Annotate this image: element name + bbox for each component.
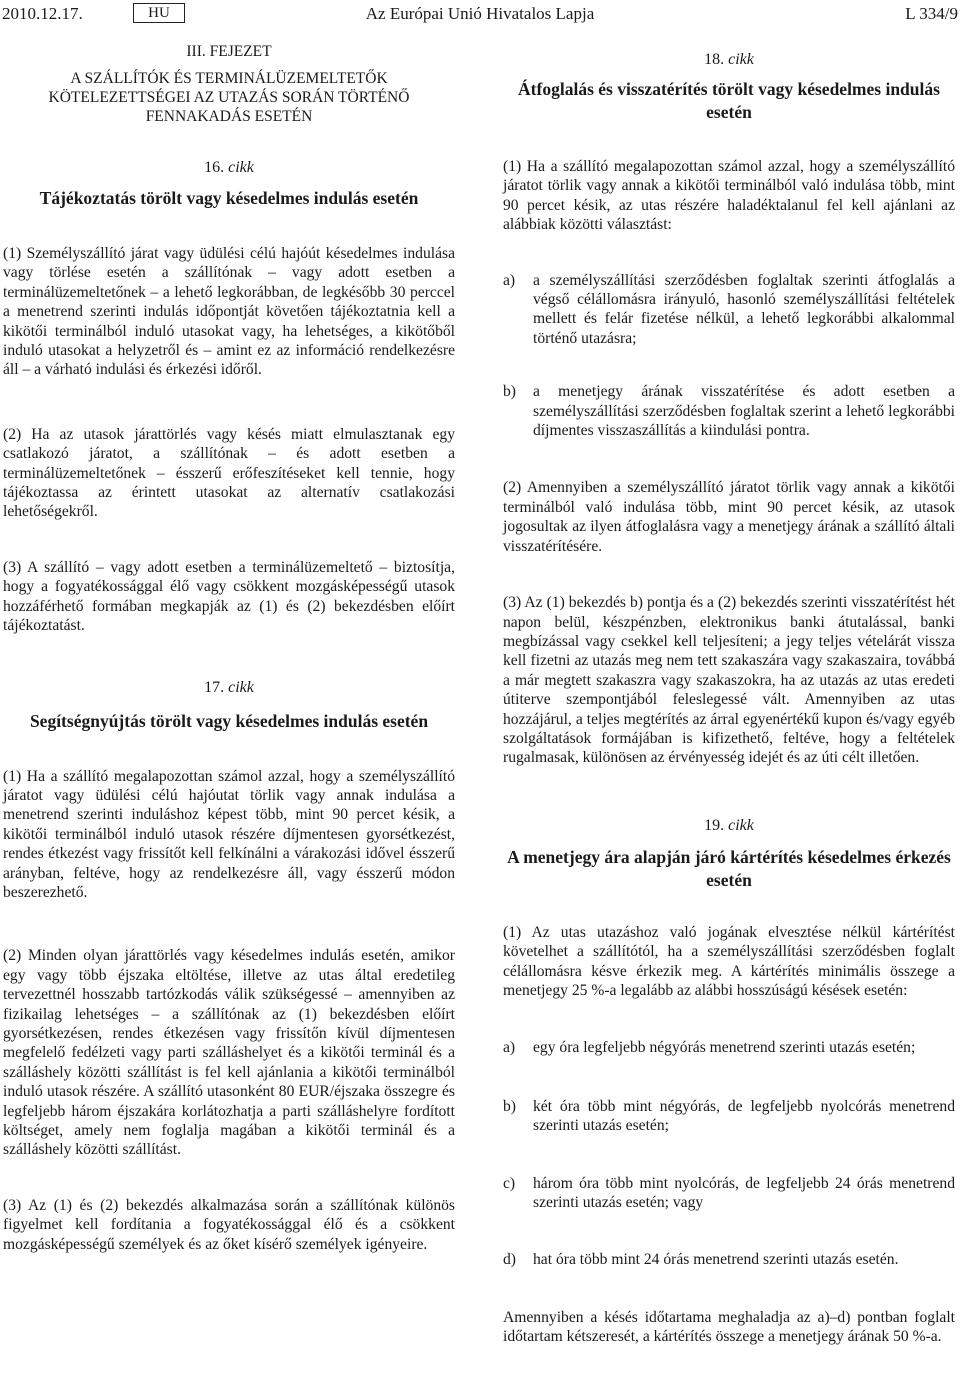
list-item-text: hat óra több mint 24 órás menetrend szerinti utazás esetén. bbox=[533, 1251, 899, 1269]
article-18-item-a bbox=[503, 271, 955, 349]
chapter-number: III. FEJEZET bbox=[186, 43, 272, 60]
journal-title: Az Európai Unió Hivatalos Lapja bbox=[365, 4, 595, 23]
chapter-title-line-2: KÖTELEZETTSÉGEI AZ UTAZÁS SORÁN TÖRTÉNŐ bbox=[48, 89, 410, 106]
list-marker: b) bbox=[503, 383, 516, 401]
list-marker: a) bbox=[503, 271, 516, 289]
language-badge: HU bbox=[133, 3, 185, 23]
article-16-paragraph-2: (2) Ha az utasok járattörlés vagy késés miatt elmulasztanak egy csatlakozó járatot, a szállítónak – és adott esetben a terminálüzemeltetőnek – ésszerű erőfeszítéseket kell tennie, hogy tájékoztassa az érintett utasokat az alternatív csatlakozási lehetőségekről. bbox=[3, 425, 455, 521]
chapter-title-line-3: FENNAKADÁS ESETÉN bbox=[145, 108, 313, 125]
list-marker: b) bbox=[503, 1097, 516, 1115]
article-word: cikk bbox=[728, 51, 754, 68]
article-17-paragraph-3: (3) Az (1) és (2) bekezdés alkalmazása során a szállítónak különös figyelmet kell fordítania a fogyatékossággal élő és a csökkent mozgásképességű személyek és az őket kísérő személyek igényeire. bbox=[3, 1196, 455, 1253]
article-19-item-a bbox=[503, 1038, 955, 1057]
chapter-title-line-1: A SZÁLLÍTÓK ÉS TERMINÁLÜZEMELTETŐK bbox=[70, 70, 388, 87]
publication-date: 2010.12.17. bbox=[2, 4, 83, 23]
list-marker: a) bbox=[503, 1039, 516, 1057]
article-17-paragraph-1: (1) Ha a szállító megalapozottan számol azzal, hogy a személyszállító járatot vagy üdülési célú hajóutat törlik vagy annak indulása a menetrend szerinti induláshoz képest több, mint 90 percet késik, a kikötői terminálból induló utasok részére díjmentesen gyorsétkezést, rendes étkezést vagy frissítőt kell felkínálni a várakozási idővel ésszerű arányban, feltéve, hogy az rendelkezésre áll, vagy ésszerű módon beszerezhető. bbox=[3, 767, 455, 901]
article-19-item-c bbox=[503, 1174, 955, 1213]
list-item-text: két óra több mint négyórás, de legfeljebb nyolcórás menetrend szerinti utazás esetén; bbox=[533, 1097, 955, 1135]
article-number: 17. bbox=[204, 678, 225, 696]
article-19-paragraph-1: (1) Az utas utazáshoz való jogának elvesztése nélkül kártérítést követelhet a szállítótól, ha a személyszállítási szerződésben foglalt célállomásra késve érkezik meg. A kártérítés minimális összege a menetjegy 25 %-a legalább az alábbi hosszúságú késések esetén: bbox=[503, 923, 955, 999]
left-column bbox=[3, 34, 455, 1254]
list-item-text: három óra több mint nyolcórás, de legfeljebb 24 órás menetrend szerinti utazás esetén; vagy bbox=[533, 1174, 955, 1211]
article-17-number bbox=[3, 678, 455, 698]
article-17-paragraph-2: (2) Minden olyan járattörlés vagy késedelmes indulás esetén, amikor egy vagy több éjszaka eltöltése, illetve az utas által eredetileg tervezettnél hosszabb tartózkodás válik szükségessé – amennyiben az fizikailag lehetséges – a szállítónak az (1) bekezdésben előírt gyorsétkezésen, rendes étkezésen vagy frissítőn kívül díjmentesen megfelelő fedélzeti vagy parti szálláshelyet és a kikötői terminál és a szálláshely közötti szállítást is fel kell ajánlania a kikötői terminálból induló utasok részére. A szállító utasonként 80 EUR/éjszaka összegre és legfeljebb három éjszakára korlátozhatja a parti szálláshelyre fordított költséget, amely nem foglalja magában a kikötői terminál és a szálláshely közötti szállítást. bbox=[3, 947, 455, 1159]
article-18-number bbox=[503, 50, 955, 70]
article-16-title: Tájékoztatás törölt vagy késedelmes indulás esetén bbox=[39, 188, 419, 208]
page-reference: L 334/9 bbox=[905, 4, 958, 23]
article-number: 18. bbox=[704, 51, 725, 68]
article-18-item-b bbox=[503, 382, 955, 440]
list-marker: c) bbox=[503, 1174, 516, 1192]
right-column bbox=[503, 34, 955, 1347]
article-19-number bbox=[503, 816, 955, 836]
article-19-title: A menetjegy ára alapján járó kártérítés késedelmes érkezés esetén bbox=[507, 846, 951, 890]
page-header bbox=[0, 0, 960, 26]
article-16-paragraph-1: (1) Személyszállító járat vagy üdülési célú hajóút késedelmes indulása vagy törlése esetén a szállítónak – vagy adott esetben a terminálüzemeltetőnek – a lehető legkorábban, de legkésőbb 30 perccel a menetrend szerinti indulás időpontját követően tájékoztatnia kell a kikötői terminálból induló utasokat vagy, ha lehetséges, a kikötőből induló utasokat a helyzetről és – amint ez az információ rendelkezésre áll – a várható indulási és érkezési időről. bbox=[3, 245, 455, 379]
article-19-item-b bbox=[503, 1097, 955, 1136]
article-19-item-d bbox=[503, 1250, 955, 1269]
article-16-paragraph-3: (3) A szállító – vagy adott esetben a terminálüzemeltető – biztosítja, hogy a fogyatékossággal élő vagy csökkent mozgásképességű utasok hozzáférhető formában megkapják az (1) és (2) bekezdésben előírt tájékoztatást. bbox=[3, 558, 455, 635]
list-item-text: a menetjegy árának visszatérítése és adott esetben a személyszállítási szerződésben foglaltak szerint a lehető legkorábbi díjmentes visszaszállítás a kiindulási pontra. bbox=[533, 383, 955, 440]
list-marker: d) bbox=[503, 1251, 516, 1269]
article-number: 16. bbox=[204, 159, 225, 176]
list-item-text: a személyszállítási szerződésben foglaltak szerinti átfoglalás a végső célállomásra irányuló, hasonló személyszállítási feltételek mellett és felár fizetése nélkül, a lehető legkorábbi alkalommal történő utazásra; bbox=[533, 271, 955, 347]
article-19-paragraph-2: Amennyiben a késés időtartama meghaladja az a)–d) pontban foglalt időtartam kétszeresét, a kártérítés összege a menetjegy árának 50 %-a. bbox=[503, 1308, 955, 1346]
article-word: cikk bbox=[228, 159, 254, 176]
article-word: cikk bbox=[228, 678, 254, 696]
article-word: cikk bbox=[728, 816, 754, 834]
article-18-paragraph-1: (1) Ha a szállító megalapozottan számol azzal, hogy a személyszállító járatot törlik vagy annak a kikötői terminálból való indulása több, mint 90 percet késik, az utas részére haladéktalanul fel kell ajánlani az alábbiak közötti választást: bbox=[503, 158, 955, 234]
article-18-paragraph-2: (2) Amennyiben a személyszállító járatot törlik vagy annak a kikötői terminálból való indulása több, mint 90 percet késik, az utasok jogosultak az ilyen átfoglalásra vagy a menetjegy árának a szállító általi visszatérítésére. bbox=[503, 479, 955, 555]
article-18-paragraph-3: (3) Az (1) bekezdés b) pontja és a (2) bekezdés szerinti visszatérítést hét napon belül, készpénzben, elektronikus banki átutalással, banki megbízással vagy csekkel kell teljesíteni; a jegy teljes vételárát vissza kell fizetni az utazás meg nem tett szakaszára vagy szakaszaira, továbbá a már megtett szakaszra vagy szakaszokra, ha az utazás az utas eredeti útiterve szempontjából feleslegessé vált. Amennyiben az utas hozzájárul, a teljes megtérítés az árral egyenértékű kupon és/vagy egyéb szolgáltatások formájában is kifizethető, feltéve, hogy a feltételek rugalmasak, különösen az érvényesség idejét és az úti célt illetően. bbox=[503, 594, 955, 767]
article-16-number bbox=[3, 158, 455, 178]
article-17-title: Segítségnyújtás törölt vagy késedelmes indulás esetén bbox=[29, 710, 429, 731]
article-18-title: Átfoglalás és visszatérítés törölt vagy késedelmes indulás esetén bbox=[518, 79, 940, 122]
article-number: 19. bbox=[704, 816, 725, 834]
list-item-text: egy óra legfeljebb négyórás menetrend szerinti utazás esetén; bbox=[533, 1039, 916, 1057]
